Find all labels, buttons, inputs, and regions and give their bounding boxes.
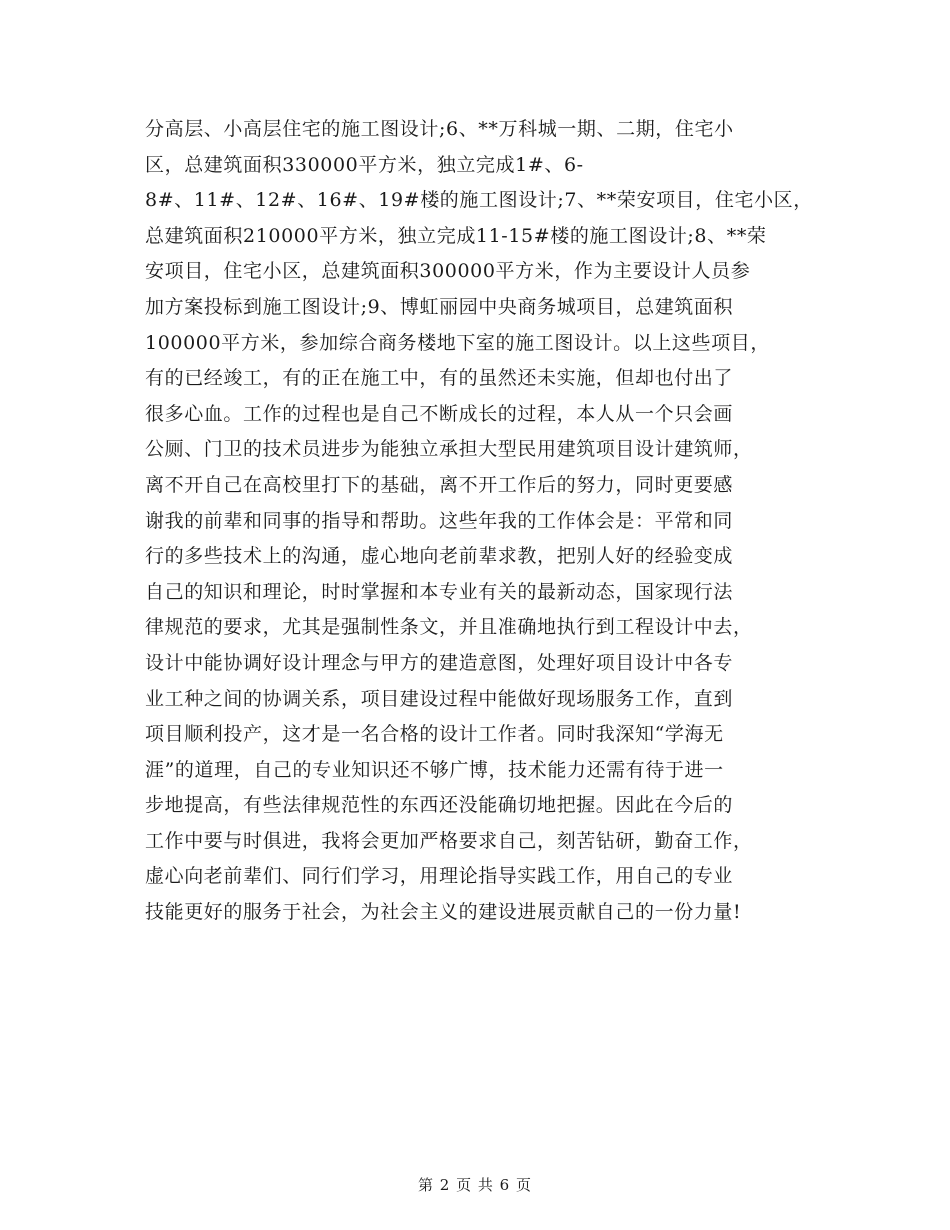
text-line: 安项目，住宅小区，总建筑面积300000平方米，作为主要设计人员参 — [145, 260, 751, 283]
text-line: 设计中能协调好设计理念与甲方的建造意图，处理好项目设计中各专 — [145, 651, 734, 674]
text-line: 虚心向老前辈们、同行们学习，用理论指导实践工作，用自己的专业 — [145, 865, 734, 888]
text-line: 分高层、小高层住宅的施工图设计;6、**万科城一期、二期，住宅小 — [145, 118, 734, 140]
text-line: 谢我的前辈和同事的指导和帮助。这些年我的工作体会是：平常和同 — [145, 509, 734, 532]
text-line: 涯”的道理，自己的专业知识还不够广博，技术能力还需有待于进一 — [145, 758, 724, 781]
text-line: 总建筑面积210000平方米，独立完成11-15#楼的施工图设计;8、**荣 — [145, 224, 767, 247]
text-line: 公厕、门卫的技术员进步为能独立承担大型民用建筑项目设计建筑师， — [145, 438, 753, 461]
text-line: 律规范的要求，尤其是强制性条文，并且准确地执行到工程设计中去， — [145, 616, 753, 639]
text-line: 行的多些技术上的沟通，虚心地向老前辈求教，把别人好的经验变成 — [145, 545, 734, 568]
text-line: 离不开自己在高校里打下的基础，离不开工作后的努力，同时更要感 — [145, 473, 734, 496]
text-line: 区，总建筑面积330000平方米，独立完成1#、6- — [145, 153, 584, 176]
text-line: 很多心血。工作的过程也是自己不断成长的过程，本人从一个只会画 — [145, 402, 734, 425]
text-line: 技能更好的服务于社会，为社会主义的建设进展贡献自己的一份力量! — [145, 901, 742, 924]
text-line: 工作中要与时俱进，我将会更加严格要求自己，刻苦钻研，勤奋工作， — [145, 829, 753, 852]
text-line: 自己的知识和理论，时时掌握和本专业有关的最新动态，国家现行法 — [145, 580, 734, 603]
text-line: 8#、11#、12#、16#、19#楼的施工图设计;7、**荣安项目，住宅小区， — [145, 189, 813, 212]
text-line: 业工种之间的协调关系，项目建设过程中能做好现场服务工作，直到 — [145, 687, 734, 710]
page-number-footer: 第 2 页 共 6 页 — [418, 1176, 532, 1194]
body-text — [145, 112, 825, 931]
text-line: 加方案投标到施工图设计;9、博虹丽园中央商务城项目，总建筑面积 — [145, 295, 734, 318]
text-line: 项目顺利投产，这才是一名合格的设计工作者。同时我深知“学海无 — [145, 723, 724, 746]
text-line: 步地提高，有些法律规范性的东西还没能确切地把握。因此在今后的 — [145, 794, 734, 817]
text-line: 有的已经竣工，有的正在施工中，有的虽然还未实施，但却也付出了 — [145, 367, 734, 390]
text-line: 100000平方米，参加综合商务楼地下室的施工图设计。以上这些项目， — [145, 331, 770, 354]
